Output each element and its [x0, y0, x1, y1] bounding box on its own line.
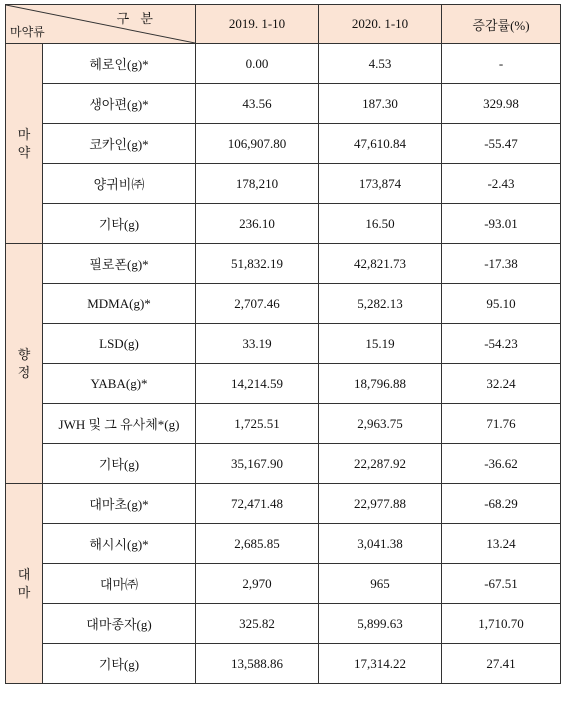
corner-top-label: 구 분: [116, 11, 157, 26]
value-2019-cell: 236.10: [196, 204, 319, 244]
category-label-char: 대: [17, 566, 31, 582]
table-row: [6, 284, 561, 324]
value-2020-cell: 18,796.88: [319, 364, 442, 404]
item-name-cell: YABA(g)*: [43, 364, 196, 404]
item-name-cell: 기타(g): [43, 644, 196, 684]
header-2020: 2020. 1-10: [319, 5, 442, 44]
value-2020-cell: 5,899.63: [319, 604, 442, 644]
table-row: [6, 124, 561, 164]
item-name-cell: 기타(g): [43, 204, 196, 244]
item-name-cell: 대마㈜: [43, 564, 196, 604]
change-rate-cell: -68.29: [442, 484, 561, 524]
change-rate-cell: 95.10: [442, 284, 561, 324]
value-2020-cell: 5,282.13: [319, 284, 442, 324]
header-row: [6, 5, 561, 44]
change-rate-cell: 1,710.70: [442, 604, 561, 644]
item-name-cell: 해시시(g)*: [43, 524, 196, 564]
change-rate-cell: 27.41: [442, 644, 561, 684]
value-2020-cell: 15.19: [319, 324, 442, 364]
table-row: [6, 644, 561, 684]
category-label-char: 약: [17, 144, 31, 160]
category-cell: [6, 44, 43, 244]
value-2020-cell: 3,041.38: [319, 524, 442, 564]
table-row: [6, 604, 561, 644]
value-2019-cell: 35,167.90: [196, 444, 319, 484]
change-rate-cell: 13.24: [442, 524, 561, 564]
value-2020-cell: 16.50: [319, 204, 442, 244]
table-row: [6, 404, 561, 444]
item-name-cell: MDMA(g)*: [43, 284, 196, 324]
change-rate-cell: -17.38: [442, 244, 561, 284]
item-name-cell: 대마초(g)*: [43, 484, 196, 524]
item-name-cell: 헤로인(g)*: [43, 44, 196, 84]
value-2019-cell: 33.19: [196, 324, 319, 364]
table-row: [6, 44, 561, 84]
change-rate-cell: 329.98: [442, 84, 561, 124]
value-2019-cell: 72,471.48: [196, 484, 319, 524]
corner-header-cell: [6, 5, 196, 44]
drug-seizure-table: [5, 4, 561, 684]
change-rate-cell: -67.51: [442, 564, 561, 604]
table-row: [6, 84, 561, 124]
category-cell: [6, 244, 43, 484]
item-name-cell: 코카인(g)*: [43, 124, 196, 164]
value-2020-cell: 17,314.22: [319, 644, 442, 684]
corner-bottom-label: 마약류: [10, 25, 45, 39]
table-row: [6, 324, 561, 364]
item-name-cell: 생아편(g)*: [43, 84, 196, 124]
value-2020-cell: 47,610.84: [319, 124, 442, 164]
value-2019-cell: 13,588.86: [196, 644, 319, 684]
category-label-char: 마: [17, 584, 31, 600]
value-2020-cell: 2,963.75: [319, 404, 442, 444]
table-row: [6, 524, 561, 564]
change-rate-cell: -2.43: [442, 164, 561, 204]
value-2020-cell: 965: [319, 564, 442, 604]
value-2019-cell: 2,707.46: [196, 284, 319, 324]
category-label-char: 정: [17, 364, 31, 380]
item-name-cell: 기타(g): [43, 444, 196, 484]
item-name-cell: 양귀비㈜: [43, 164, 196, 204]
value-2019-cell: 0.00: [196, 44, 319, 84]
value-2020-cell: 42,821.73: [319, 244, 442, 284]
table-row: [6, 244, 561, 284]
value-2020-cell: 187.30: [319, 84, 442, 124]
value-2019-cell: 178,210: [196, 164, 319, 204]
value-2019-cell: 51,832.19: [196, 244, 319, 284]
value-2019-cell: 43.56: [196, 84, 319, 124]
item-name-cell: JWH 및 그 유사체*(g): [43, 404, 196, 444]
header-2019: 2019. 1-10: [196, 5, 319, 44]
table-body: [6, 44, 561, 684]
category-label-char: 마: [17, 126, 31, 142]
table-row: [6, 484, 561, 524]
change-rate-cell: -55.47: [442, 124, 561, 164]
value-2020-cell: 173,874: [319, 164, 442, 204]
value-2020-cell: 22,287.92: [319, 444, 442, 484]
item-name-cell: 대마종자(g): [43, 604, 196, 644]
table-row: [6, 364, 561, 404]
item-name-cell: 필로폰(g)*: [43, 244, 196, 284]
value-2019-cell: 1,725.51: [196, 404, 319, 444]
table-row: [6, 164, 561, 204]
table-row: [6, 204, 561, 244]
item-name-cell: LSD(g): [43, 324, 196, 364]
value-2020-cell: 22,977.88: [319, 484, 442, 524]
value-2020-cell: 4.53: [319, 44, 442, 84]
value-2019-cell: 106,907.80: [196, 124, 319, 164]
table-row: [6, 564, 561, 604]
header-change: 증감률(%): [442, 5, 561, 44]
category-cell: [6, 484, 43, 684]
change-rate-cell: -54.23: [442, 324, 561, 364]
change-rate-cell: -: [442, 44, 561, 84]
category-label-char: 향: [17, 346, 31, 362]
change-rate-cell: -36.62: [442, 444, 561, 484]
change-rate-cell: 32.24: [442, 364, 561, 404]
change-rate-cell: -93.01: [442, 204, 561, 244]
change-rate-cell: 71.76: [442, 404, 561, 444]
value-2019-cell: 14,214.59: [196, 364, 319, 404]
table-row: [6, 444, 561, 484]
value-2019-cell: 325.82: [196, 604, 319, 644]
value-2019-cell: 2,685.85: [196, 524, 319, 564]
value-2019-cell: 2,970: [196, 564, 319, 604]
